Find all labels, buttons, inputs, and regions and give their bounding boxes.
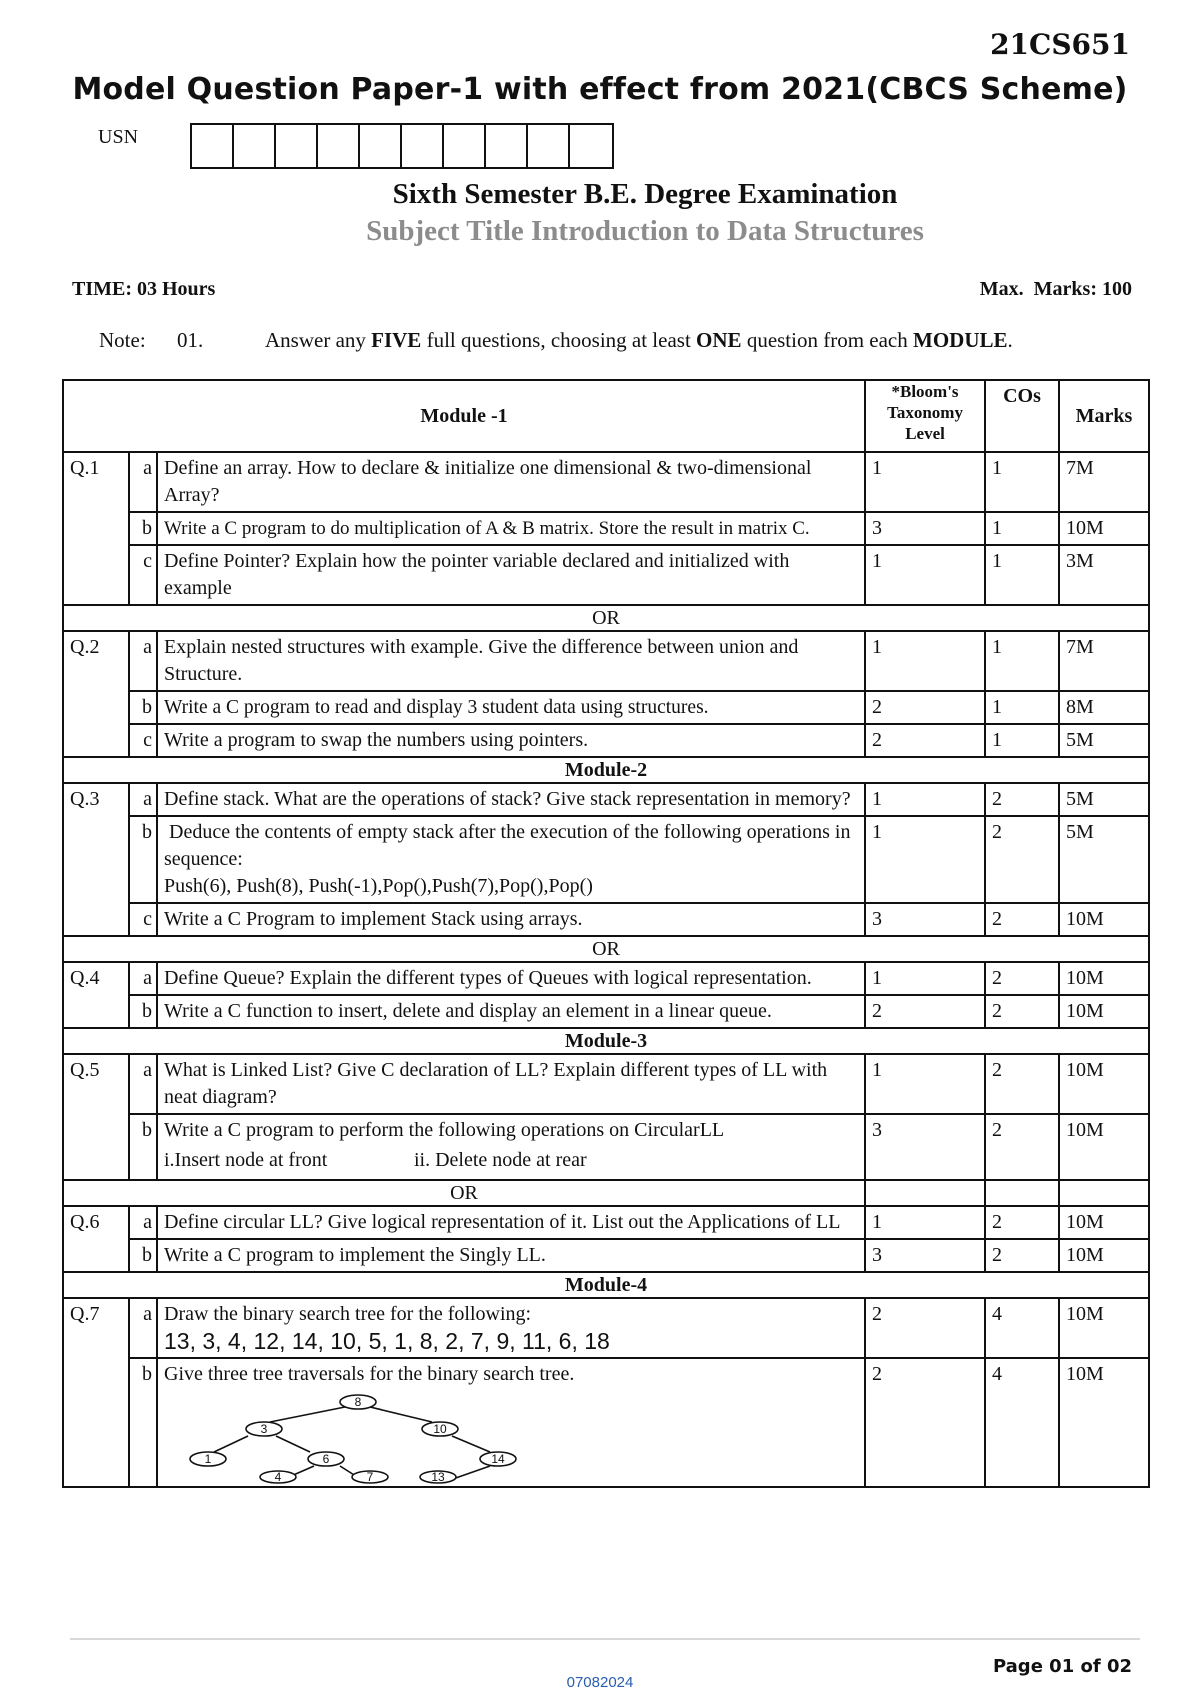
table-row	[63, 816, 1149, 903]
tree-edge	[452, 1436, 490, 1452]
tree-node-label: 13	[431, 1470, 445, 1484]
marks-value: 7M	[1059, 452, 1149, 512]
sub-label: a	[129, 631, 157, 691]
module-3-heading: Module-3	[63, 1028, 1149, 1054]
marks-value: 10M	[1059, 1358, 1149, 1487]
tree-node-label: 4	[274, 1470, 282, 1484]
note	[99, 328, 1013, 353]
question-text-line: Give three tree traversals for the binary search tree.	[164, 1363, 575, 1385]
or-label: OR	[63, 1180, 865, 1206]
module-row	[63, 1272, 1149, 1298]
marks-value: 10M	[1059, 1239, 1149, 1272]
question-text: Define Queue? Explain the different types of Queues with logical representation.	[157, 962, 865, 995]
marks-value: 5M	[1059, 816, 1149, 903]
co-value: 1	[985, 631, 1059, 691]
question-text	[157, 816, 865, 903]
marks-value: 10M	[1059, 512, 1149, 545]
bloom-level: 2	[865, 995, 985, 1028]
question-text	[157, 1358, 865, 1487]
table-row	[63, 512, 1149, 545]
question-text: Write a C Program to implement Stack using arrays.	[157, 903, 865, 936]
usn-box	[318, 125, 360, 167]
table-row	[63, 1206, 1149, 1239]
document-id: 07082024	[566, 1674, 634, 1691]
sub-label: b	[129, 691, 157, 724]
question-number: Q.6	[63, 1206, 129, 1272]
question-text-line: Write a C program to perform the following operations on CircularLL	[164, 1119, 725, 1141]
operation-insert: i.Insert node at front	[164, 1149, 328, 1171]
tree-node-label: 3	[260, 1422, 268, 1436]
subject-code: 21CS651	[990, 28, 1130, 61]
marks-value: 10M	[1059, 962, 1149, 995]
tree-edge	[366, 1406, 432, 1422]
usn-boxes	[190, 123, 614, 169]
usn-box	[486, 125, 528, 167]
co-value: 2	[985, 816, 1059, 903]
table-row	[63, 452, 1149, 512]
tree-node-label: 14	[491, 1452, 505, 1466]
table-row	[63, 1054, 1149, 1114]
co-value: 2	[985, 1054, 1059, 1114]
question-text: Write a C program to do multiplication of A & B matrix. Store the result in matrix C.	[157, 512, 865, 545]
co-value: 2	[985, 1114, 1059, 1180]
exam-title: Sixth Semester B.E. Degree Examination	[392, 178, 898, 210]
tree-node-label: 10	[433, 1422, 447, 1436]
marks-value: 10M	[1059, 1206, 1149, 1239]
co-value: 2	[985, 995, 1059, 1028]
question-text: Write a C program to read and display 3 student data using structures.	[157, 691, 865, 724]
table-row	[63, 691, 1149, 724]
marks-value: 10M	[1059, 1114, 1149, 1180]
question-text-line: Draw the binary search tree for the following:	[164, 1303, 532, 1325]
note-text: Answer any FIVE full questions, choosing at least ONE question from each MODULE.	[265, 328, 1013, 352]
or-row	[63, 936, 1149, 962]
question-text: Explain nested structures with example. Give the difference between union and Structure.	[157, 631, 865, 691]
co-value: 1	[985, 545, 1059, 605]
bloom-level: 3	[865, 1114, 985, 1180]
usn-box	[192, 125, 234, 167]
usn-box	[570, 125, 612, 167]
bloom-level: 1	[865, 631, 985, 691]
question-table	[62, 379, 1150, 1488]
bloom-level: 1	[865, 783, 985, 816]
marks-value: 10M	[1059, 1054, 1149, 1114]
sub-label: b	[129, 1239, 157, 1272]
bloom-level: 1	[865, 545, 985, 605]
question-text: What is Linked List? Give C declaration of LL? Explain different types of LL with neat diagram?	[157, 1054, 865, 1114]
header-row	[63, 380, 1149, 452]
usn-box	[234, 125, 276, 167]
module-header: Module -1	[63, 380, 865, 452]
usn-label: USN	[98, 126, 139, 148]
footer-divider	[70, 1638, 1140, 1640]
marks-value: 8M	[1059, 691, 1149, 724]
tree-node-label: 6	[322, 1452, 330, 1466]
co-value: 1	[985, 691, 1059, 724]
module-row	[63, 757, 1149, 783]
sub-label: b	[129, 995, 157, 1028]
co-value: 4	[985, 1358, 1059, 1487]
tree-edge	[214, 1436, 248, 1452]
co-value: 1	[985, 452, 1059, 512]
co-value: 1	[985, 512, 1059, 545]
cos-header: COs	[985, 380, 1059, 452]
usn-box	[528, 125, 570, 167]
module-row	[63, 1028, 1149, 1054]
exam-time: TIME: 03 Hours	[72, 278, 216, 300]
page-number: Page 01 of 02	[992, 1656, 1132, 1677]
question-text: Define stack. What are the operations of stack? Give stack representation in memory?	[157, 783, 865, 816]
sub-label: c	[129, 545, 157, 605]
bloom-level: 2	[865, 691, 985, 724]
marks-value: 5M	[1059, 724, 1149, 757]
module-4-heading: Module-4	[63, 1272, 1149, 1298]
or-row	[63, 1180, 1149, 1206]
table-row	[63, 783, 1149, 816]
bloom-level: 2	[865, 1298, 985, 1358]
blooms-header: *Bloom's Taxonomy Level	[865, 380, 985, 452]
question-text: Define circular LL? Give logical representation of it. List out the Applications of LL	[157, 1206, 865, 1239]
co-value: 2	[985, 1239, 1059, 1272]
question-text-line: Deduce the contents of empty stack after the execution of the following operations in sequence:	[164, 821, 856, 870]
co-value: 2	[985, 903, 1059, 936]
table-row	[63, 995, 1149, 1028]
or-row	[63, 605, 1149, 631]
binary-search-tree-diagram	[170, 1392, 550, 1484]
bloom-level: 3	[865, 1239, 985, 1272]
co-value: 2	[985, 1206, 1059, 1239]
marks-value: 3M	[1059, 545, 1149, 605]
table-row	[63, 1114, 1149, 1180]
marks-value: 7M	[1059, 631, 1149, 691]
max-marks: Max. Marks: 100	[979, 278, 1132, 300]
question-number: Q.1	[63, 452, 129, 605]
question-number: Q.4	[63, 962, 129, 1028]
sub-label: b	[129, 1358, 157, 1487]
marks-value: 10M	[1059, 903, 1149, 936]
question-text: Define Pointer? Explain how the pointer variable declared and initialized with example	[157, 545, 865, 605]
usn-box	[276, 125, 318, 167]
question-text: Write a C program to implement the Singly LL.	[157, 1239, 865, 1272]
bloom-level: 1	[865, 1206, 985, 1239]
bloom-level: 3	[865, 512, 985, 545]
table-row	[63, 1239, 1149, 1272]
marks-value: 10M	[1059, 1298, 1149, 1358]
question-number: Q.5	[63, 1054, 129, 1180]
sub-label: a	[129, 1054, 157, 1114]
marks-value: 5M	[1059, 783, 1149, 816]
table-row	[63, 545, 1149, 605]
question-text	[157, 1298, 865, 1358]
table-row	[63, 1298, 1149, 1358]
table-row	[63, 903, 1149, 936]
marks-value: 10M	[1059, 995, 1149, 1028]
tree-node-label: 8	[354, 1395, 362, 1409]
bloom-level: 3	[865, 903, 985, 936]
sub-label: a	[129, 783, 157, 816]
usn-box	[444, 125, 486, 167]
note-label: Note:	[99, 328, 146, 352]
tree-edge	[276, 1436, 310, 1452]
sub-label: b	[129, 816, 157, 903]
question-text: Write a program to swap the numbers using pointers.	[157, 724, 865, 757]
question-number: Q.7	[63, 1298, 129, 1487]
question-text: Write a C function to insert, delete and display an element in a linear queue.	[157, 995, 865, 1028]
paper-title: Model Question Paper-1 with effect from 2021(CBCS Scheme)	[72, 72, 1128, 107]
question-text: Define an array. How to declare & initialize one dimensional & two-dimensional Array?	[157, 452, 865, 512]
bloom-level: 1	[865, 1054, 985, 1114]
sub-label: a	[129, 1206, 157, 1239]
empty-cell	[865, 1180, 985, 1206]
sub-label: c	[129, 724, 157, 757]
tree-edge	[270, 1406, 350, 1422]
table-row	[63, 724, 1149, 757]
bloom-level: 1	[865, 452, 985, 512]
co-value: 1	[985, 724, 1059, 757]
co-value: 4	[985, 1298, 1059, 1358]
usn-box	[360, 125, 402, 167]
module-2-heading: Module-2	[63, 757, 1149, 783]
operation-delete: ii. Delete node at rear	[414, 1149, 587, 1171]
table-row	[63, 962, 1149, 995]
sub-label: a	[129, 1298, 157, 1358]
sub-label: a	[129, 452, 157, 512]
bloom-level: 2	[865, 1358, 985, 1487]
sub-label: c	[129, 903, 157, 936]
sub-label: b	[129, 512, 157, 545]
sub-label: b	[129, 1114, 157, 1180]
sub-label: a	[129, 962, 157, 995]
usn-box	[402, 125, 444, 167]
bloom-level: 1	[865, 816, 985, 903]
table-row	[63, 1358, 1149, 1487]
co-value: 2	[985, 962, 1059, 995]
co-value: 2	[985, 783, 1059, 816]
bloom-level: 2	[865, 724, 985, 757]
tree-node-label: 7	[366, 1470, 374, 1484]
empty-cell	[985, 1180, 1059, 1206]
marks-header: Marks	[1059, 380, 1149, 452]
empty-cell	[1059, 1180, 1149, 1206]
tree-node-label: 1	[204, 1452, 212, 1466]
number-sequence: 13, 3, 4, 12, 14, 10, 5, 1, 8, 2, 7, 9, 11, 6, 18	[164, 1328, 610, 1354]
or-label: OR	[63, 936, 1149, 962]
table-row	[63, 631, 1149, 691]
question-number: Q.2	[63, 631, 129, 757]
subject-title: Subject Title Introduction to Data Structures	[366, 215, 924, 247]
question-text	[157, 1114, 865, 1180]
note-number: 01.	[177, 328, 204, 352]
or-label: OR	[63, 605, 1149, 631]
bloom-level: 1	[865, 962, 985, 995]
stack-operations: Push(6), Push(8), Push(-1),Pop(),Push(7),Pop(),Pop()	[164, 875, 593, 897]
operations-list	[164, 1144, 858, 1177]
question-number: Q.3	[63, 783, 129, 936]
